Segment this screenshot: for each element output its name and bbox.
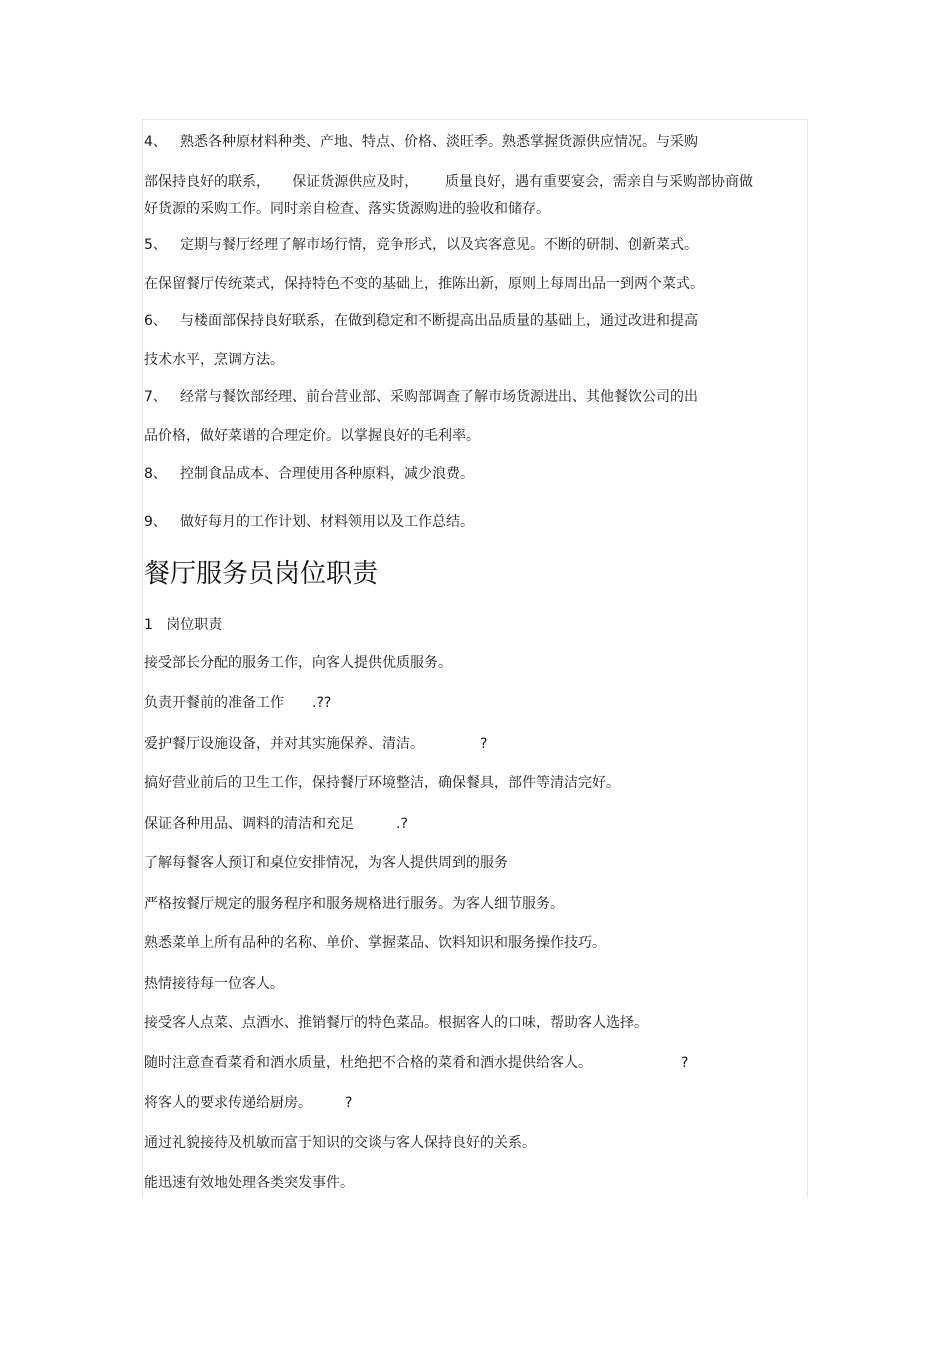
duty-line: 接受客人点菜、点酒水、推销餐厅的特色菜品。根据客人的口味，帮助客人选择。 [144,1015,648,1031]
duty-line: 熟悉菜单上所有品种的名称、单价、掌握菜品、饮料知识和服务操作技巧。 [144,935,606,951]
item-7-line-2: 品价格，做好菜谱的合理定价。以掌握良好的毛利率。 [144,428,480,444]
item-6-line-2: 技术水平，烹调方法。 [144,352,284,368]
item-4-line-1: 4、 熟悉各种原材料种类、产地、特点、价格、淡旺季。熟悉掌握货源供应情况。与采购 [144,134,698,150]
duty-line: 通过礼貌接待及机敏而富于知识的交谈与客人保持良好的关系。 [144,1135,536,1151]
duty-line: 热情接待每一位客人。 [144,976,284,992]
duty-mark: .? [396,816,408,832]
section-title: 餐厅服务员岗位职责 [144,559,379,589]
page-border-right [807,119,808,1197]
item-4-line-3: 好货源的采购工作。同时亲自检查、落实货源购进的验收和储存。 [144,201,550,217]
duty-mark: .?? [312,695,332,711]
item-5-line-1: 5、 定期与餐厅经理了解市场行情，竞争形式，以及宾客意见。不断的研制、创新菜式。 [144,237,698,253]
item-6-line-1: 6、 与楼面部保持良好联系，在做到稳定和不断提高出品质量的基础上，通过改进和提高 [144,313,698,329]
item-4-line-2: 部保持良好的联系， 保证货源供应及时， 质量良好，遇有重要宴会，需亲自与采购部协商做 [144,174,753,190]
duty-line: 负责开餐前的准备工作 [144,695,284,711]
page-border-left [142,119,143,1197]
duty-mark: ? [480,736,488,752]
duty-line: 接受部长分配的服务工作，向客人提供优质服务。 [144,655,452,671]
duty-line: 将客人的要求传递给厨房。 [144,1095,312,1111]
item-8-line-1: 8、 控制食品成本、合理使用各种原料，减少浪费。 [144,466,474,482]
duty-mark: ? [681,1055,689,1071]
duty-line: 保证各种用品、调料的清洁和充足 [144,816,354,832]
duty-line: 搞好营业前后的卫生工作，保持餐厅环境整洁，确保餐具，部件等清洁完好。 [144,775,620,791]
duty-line: 严格按餐厅规定的服务程序和服务规格进行服务。为客人细节服务。 [144,896,564,912]
sub-heading: 1 岗位职责 [144,617,223,633]
duty-line: 爱护餐厅设施设备，并对其实施保养、清洁。 [144,736,424,752]
duty-line: 随时注意查看菜肴和酒水质量，杜绝把不合格的菜肴和酒水提供给客人。 [144,1055,592,1071]
duty-line: 能迅速有效地处理各类突发事件。 [144,1175,354,1191]
item-9-line-1: 9、 做好每月的工作计划、材料领用以及工作总结。 [144,514,474,530]
page-border-top [142,119,808,120]
duty-line: 了解每餐客人预订和桌位安排情况，为客人提供周到的服务 [144,855,508,871]
item-5-line-2: 在保留餐厅传统菜式，保持特色不变的基础上，推陈出新，原则上每周出品一到两个菜式。 [144,276,704,292]
duty-mark: ? [345,1095,353,1111]
item-7-line-1: 7、 经常与餐饮部经理、前台营业部、采购部调查了解市场货源进出、其他餐饮公司的出 [144,389,698,405]
